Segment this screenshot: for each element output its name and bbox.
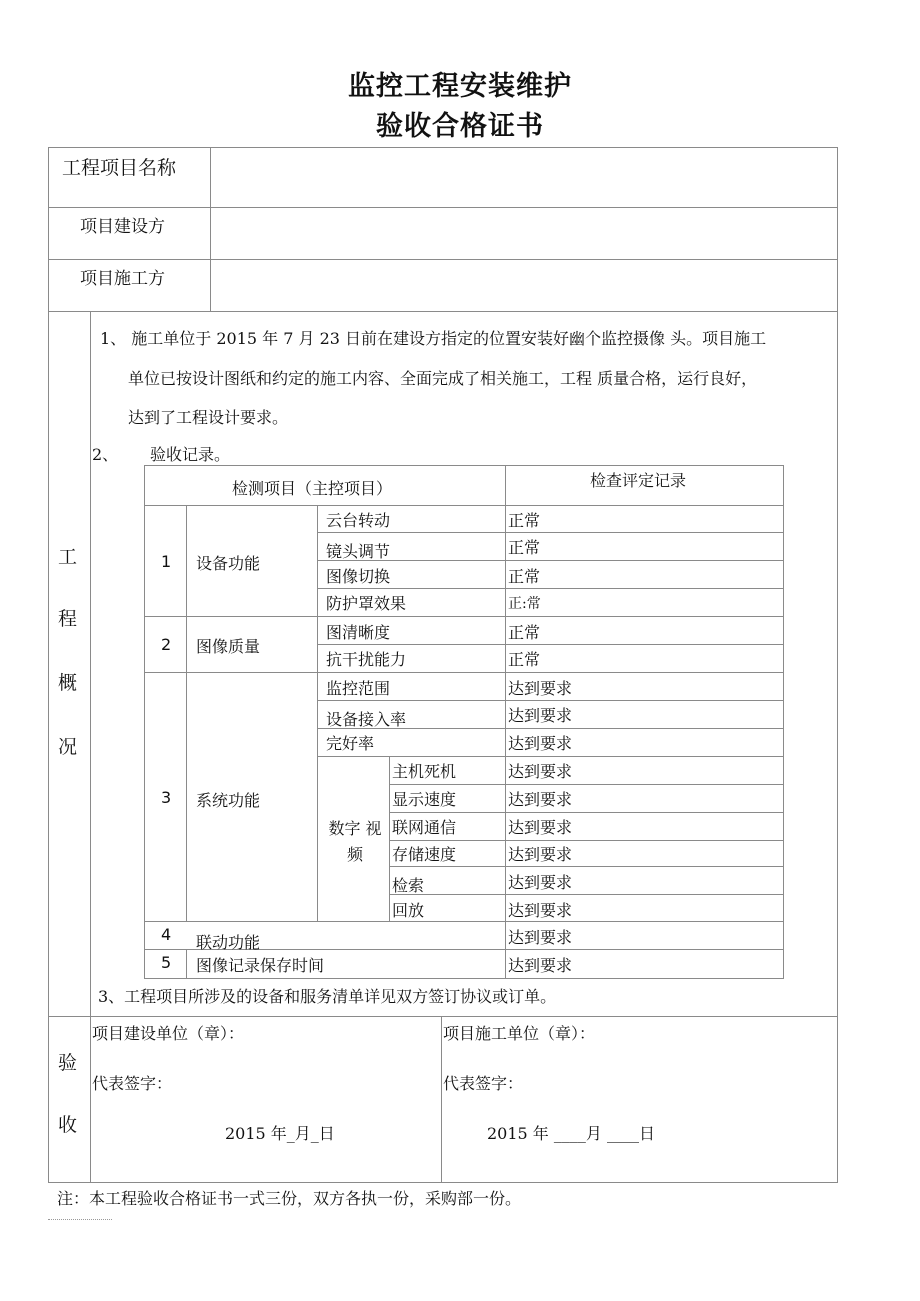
record-item: 监控范围	[326, 679, 391, 698]
contractor-date: 2015 年 ____月 ____日	[487, 1124, 655, 1143]
contractor-unit-seal: 项目施工单位（章）：	[443, 1024, 596, 1043]
group-number: 1	[161, 552, 172, 571]
record-result: 正常	[508, 567, 541, 586]
owner-representative-signature: 代表签字：	[92, 1074, 173, 1093]
group-number: 3	[161, 788, 172, 807]
record-item: 检索	[392, 876, 425, 895]
group-name: 图像记录保存时间	[196, 956, 325, 975]
owner-date: 2015 年_月_日	[225, 1124, 335, 1143]
project-contractor-label: 项目施工方	[80, 269, 165, 289]
overview-label-char: 程	[58, 608, 78, 630]
record-item: 图像切换	[326, 567, 391, 586]
record-item: 设备接入率	[326, 710, 407, 729]
overview-label-char: 工	[58, 546, 78, 568]
project-owner-label: 项目建设方	[80, 217, 165, 237]
overview-item1-line2: 单位已按设计图纸和约定的施工内容、全面完成了相关施工，工程 质量合格，运行良好，	[128, 369, 758, 388]
footer-note: 注：本工程验收合格证书一式三份，双方各执一份，采购部一份。	[57, 1189, 522, 1208]
certificate-title-line2: 验收合格证书	[376, 111, 544, 142]
record-result: 正常	[508, 511, 541, 530]
overview-item1-line1: 1、 施工单位于 2015 年 7 月 23 日前在建设方指定的位置安装好幽个监控摄像 头。项目施工	[100, 329, 767, 348]
record-result: 达到要求	[508, 706, 573, 725]
record-result: 正常	[508, 623, 541, 642]
record-item: 联网通信	[392, 818, 457, 837]
group-number: 5	[161, 953, 172, 972]
record-result: 达到要求	[508, 734, 573, 753]
record-result: 达到要求	[508, 762, 573, 781]
record-result: 达到要求	[508, 901, 573, 920]
record-result: 达到要求	[508, 956, 573, 975]
record-item: 存储速度	[392, 845, 457, 864]
overview-item3: 3、工程项目所涉及的设备和服务清单详见双方签订协议或订单。	[98, 987, 557, 1006]
certificate-title-line1: 监控工程安装维护	[348, 71, 572, 102]
acceptance-label-char: 收	[58, 1114, 78, 1136]
record-result: 正常	[508, 650, 541, 669]
record-result: 达到要求	[508, 845, 573, 864]
record-item: 图清晰度	[326, 623, 391, 642]
group-name: 系统功能	[196, 791, 261, 810]
group-name: 联动功能	[196, 933, 261, 952]
overview-item2-number: 2、	[92, 445, 119, 464]
record-header-item: 检测项目（主控项目）	[232, 479, 393, 498]
record-item: 主机死机	[392, 762, 457, 781]
contractor-representative-signature: 代表签字：	[443, 1074, 524, 1093]
overview-item2-text: 验收记录。	[150, 445, 231, 464]
record-item: 云台转动	[326, 511, 391, 530]
record-header-result: 检查评定记录	[590, 471, 687, 490]
record-item: 抗干扰能力	[326, 650, 407, 669]
record-item: 防护罩效果	[326, 594, 407, 613]
record-result: 达到要求	[508, 873, 573, 892]
record-item: 完好率	[326, 734, 375, 753]
project-name-label: 工程项目名称	[62, 157, 177, 179]
owner-unit-seal: 项目建设单位（章）：	[92, 1024, 245, 1043]
record-item: 显示速度	[392, 790, 457, 809]
overview-label-char: 概	[58, 672, 78, 694]
group-number: 4	[161, 925, 172, 944]
record-item: 回放	[392, 901, 425, 920]
record-result: 达到要求	[508, 679, 573, 698]
footer-dotted-rule	[48, 1219, 112, 1220]
overview-label-char: 况	[58, 736, 78, 758]
group-number: 2	[161, 635, 172, 654]
record-result: 正常	[508, 538, 541, 557]
record-result: 达到要求	[508, 818, 573, 837]
group-name: 设备功能	[196, 554, 261, 573]
subgroup-digital-video: 数字 视 频	[328, 819, 382, 864]
record-result: 达到要求	[508, 790, 573, 809]
group-name: 图像质量	[196, 637, 261, 656]
record-result: 正:常	[508, 596, 541, 612]
overview-item1-line3: 达到了工程设计要求。	[128, 408, 289, 427]
acceptance-label-char: 验	[58, 1052, 78, 1074]
record-item: 镜头调节	[326, 542, 391, 561]
record-result: 达到要求	[508, 928, 573, 947]
